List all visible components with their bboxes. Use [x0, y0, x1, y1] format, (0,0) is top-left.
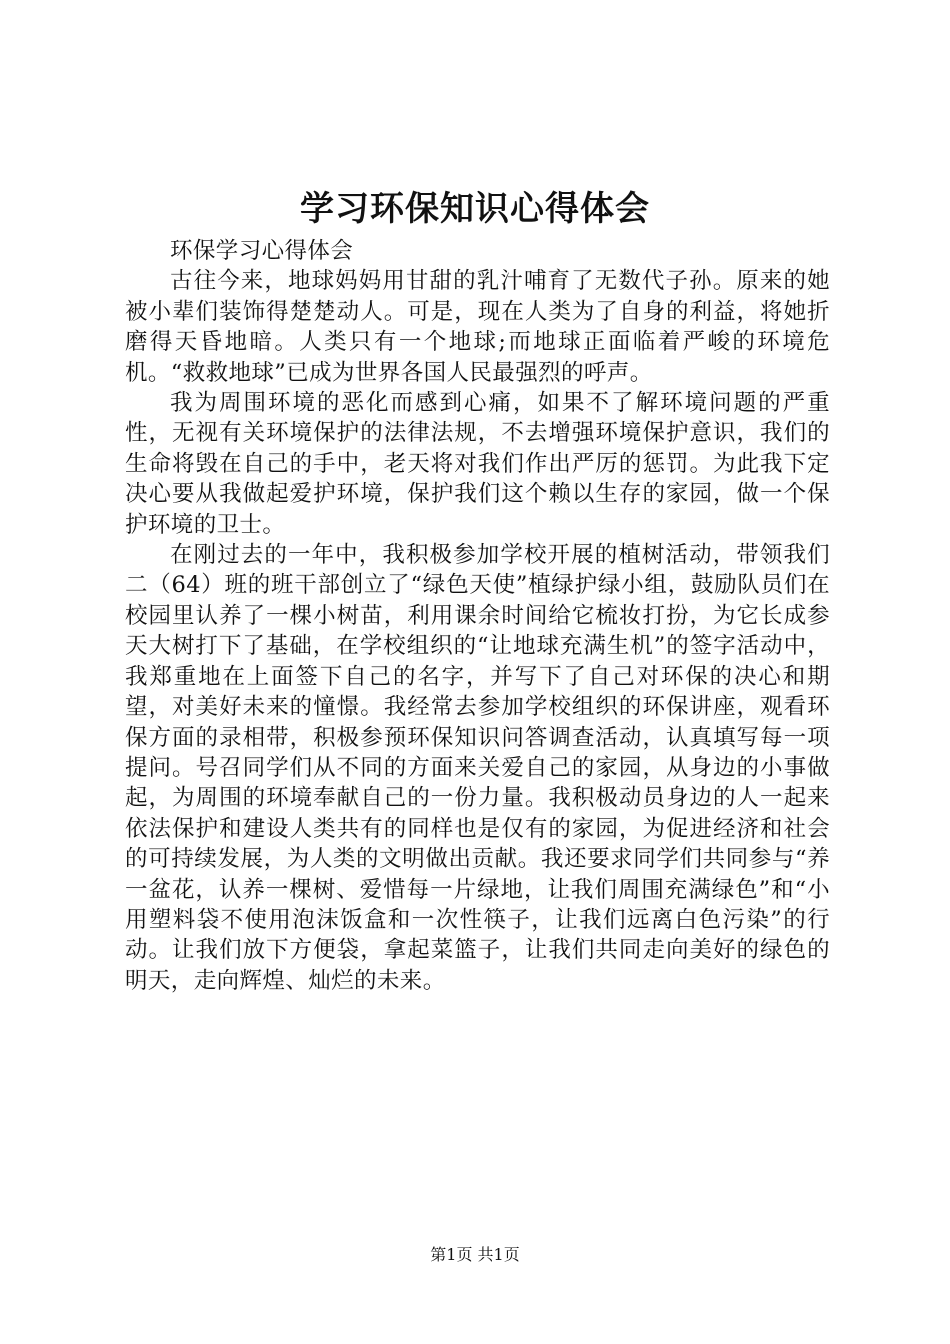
- paragraph: 古往今来，地球妈妈用甘甜的乳汁哺育了无数代子孙。原来的她被小辈们装饰得楚楚动人。可是，现在人类为了自身的利益，将她折磨得天昏地暗。人类只有一个地球;而地球正面临着严峻的环境危机。“救救地球”已成为世界各国人民最强烈的呼声。: [125, 268, 830, 386]
- paragraph: 在刚过去的一年中，我积极参加学校开展的植树活动，带领我们二（64）班的班干部创立了“绿色天使”植绿护绿小组，鼓励队员们在校园里认养了一棵小树苗，利用课余时间给它梳妆打扮，为它长成参天大树打下了基础，在学校组织的“让地球充满生机”的签字活动中，我郑重地在上面签下自己的名字，并写下了自己对环保的决心和期望，对美好未来的憧憬。我经常去参加学校组织的环保讲座，观看环保方面的录相带，积极参预环保知识问答调查活动，认真填写每一项提问。号召同学们从不同的方面来关爱自己的家园，从身边的小事做起，为周围的环境奉献自己的一份力量。我积极动员身边的人一起来依法保护和建设人类共有的同样也是仅有的家园，为促进经济和社会的可持续发展，为人类的文明做出贡献。我还要求同学们共同参与“养一盆花，认养一棵树、爱惜每一片绿地，让我们周围充满绿色”和“小用塑料袋不使用泡沫饭盒和一次性筷子，让我们远离白色污染”的行动。让我们放下方便袋，拿起菜篮子，让我们共同走向美好的绿色的明天，走向辉煌、灿烂的未来。: [125, 542, 830, 994]
- document-title: 学习环保知识心得体会: [300, 189, 650, 229]
- paragraph: 我为周围环境的恶化而感到心痛，如果不了解环境问题的严重性，无视有关环境保护的法律法规，不去增强环境保护意识，我们的生命将毁在自己的手中，老天将对我们作出严厉的惩罚。为此我下定决心要从我做起爱护环境，保护我们这个赖以生存的家园，做一个保护环境的卫士。: [125, 390, 830, 538]
- page-footer: 第1页 共1页: [430, 1245, 520, 1264]
- document-body: [125, 236, 830, 996]
- paragraph-subtitle: 环保学习心得体会: [170, 238, 354, 264]
